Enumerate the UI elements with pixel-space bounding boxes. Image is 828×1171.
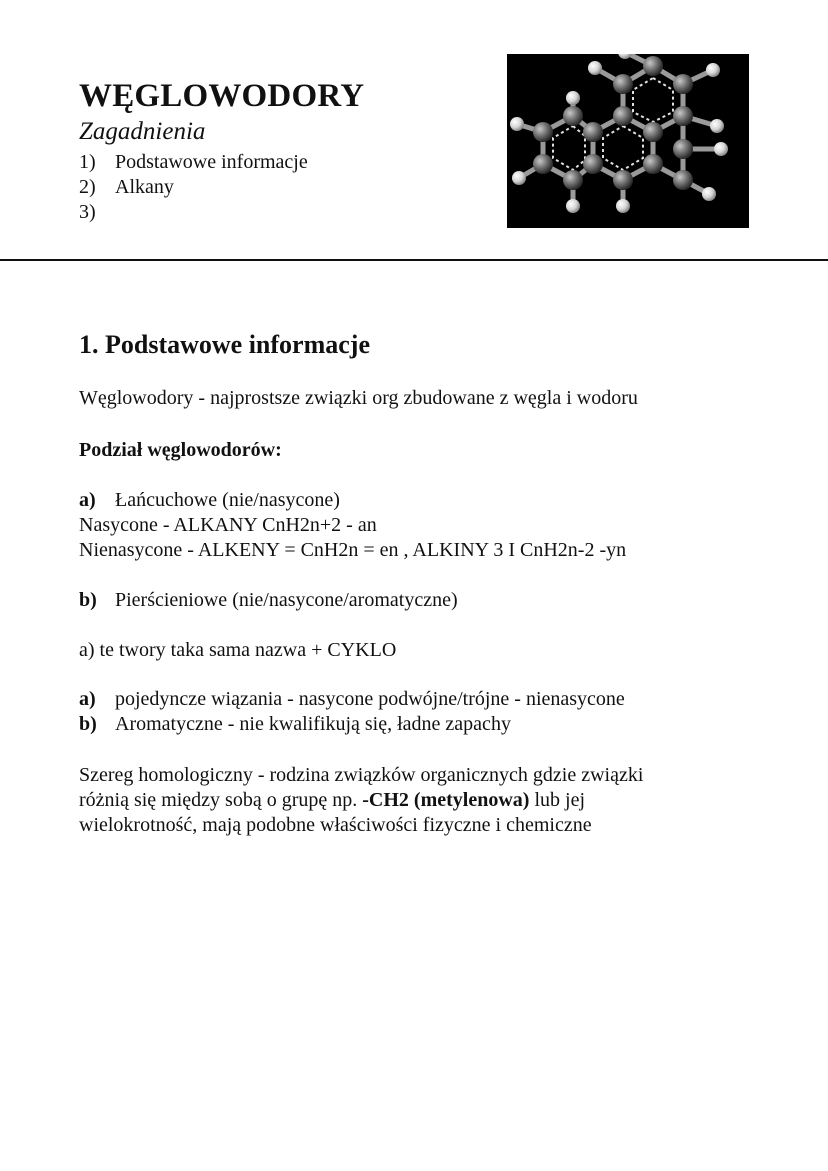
subtitle: Zagadnienia bbox=[79, 118, 206, 145]
list-label: b) bbox=[79, 713, 97, 735]
header-divider bbox=[0, 259, 828, 261]
toc-text: Alkany bbox=[115, 176, 174, 198]
table-of-contents bbox=[79, 150, 308, 225]
list-label: a) bbox=[79, 489, 96, 511]
note-text: a) te twory taka sama nazwa + CYKLO bbox=[79, 639, 397, 661]
molecule-model-icon bbox=[507, 54, 749, 228]
saturated-line: Nasycone - ALKANY CnH2n+2 - an bbox=[79, 514, 377, 536]
list-text: Pierścieniowe (nie/nasycone/aromatyczne) bbox=[115, 589, 458, 611]
homolog-line: wielokrotność, mają podobne właściwości fizyczne i chemiczne bbox=[79, 814, 592, 836]
unsaturated-line: Nienasycone - ALKENY = CnH2n = en , ALKINY 3 I CnH2n-2 -yn bbox=[79, 539, 627, 561]
homolog-line bbox=[79, 788, 585, 813]
toc-number: 1) bbox=[79, 151, 96, 173]
homolog-group: -CH2 (metylenowa) bbox=[362, 789, 530, 811]
list-label: a) bbox=[79, 688, 96, 710]
toc-item bbox=[79, 150, 308, 175]
list-item bbox=[79, 687, 625, 712]
list-item bbox=[79, 488, 340, 513]
list-text: Łańcuchowe (nie/nasycone) bbox=[115, 489, 340, 511]
definition-text: Węglowodory - najprostsze związki org zbudowane z węgla i wodoru bbox=[79, 387, 638, 409]
page-title: WĘGLOWODORY bbox=[79, 78, 365, 114]
toc-item bbox=[79, 200, 308, 225]
division-heading: Podział węglowodorów: bbox=[79, 439, 282, 461]
list-label: b) bbox=[79, 589, 97, 611]
toc-number: 3) bbox=[79, 201, 96, 223]
toc-number: 2) bbox=[79, 176, 96, 198]
toc-text: Podstawowe informacje bbox=[115, 151, 308, 173]
section-heading: 1. Podstawowe informacje bbox=[79, 330, 370, 359]
list-text: Aromatyczne - nie kwalifikują się, ładne zapachy bbox=[115, 713, 511, 735]
homolog-text: lub jej bbox=[529, 789, 585, 811]
list-item bbox=[79, 712, 511, 737]
molecule-image bbox=[507, 54, 749, 228]
toc-item bbox=[79, 175, 308, 200]
list-item bbox=[79, 588, 458, 613]
homolog-line: Szereg homologiczny - rodzina związków organicznych gdzie związki bbox=[79, 764, 644, 786]
list-text: pojedyncze wiązania - nasycone podwójne/trójne - nienasycone bbox=[115, 688, 625, 710]
homolog-text: różnią się między sobą o grupę np. bbox=[79, 789, 363, 811]
